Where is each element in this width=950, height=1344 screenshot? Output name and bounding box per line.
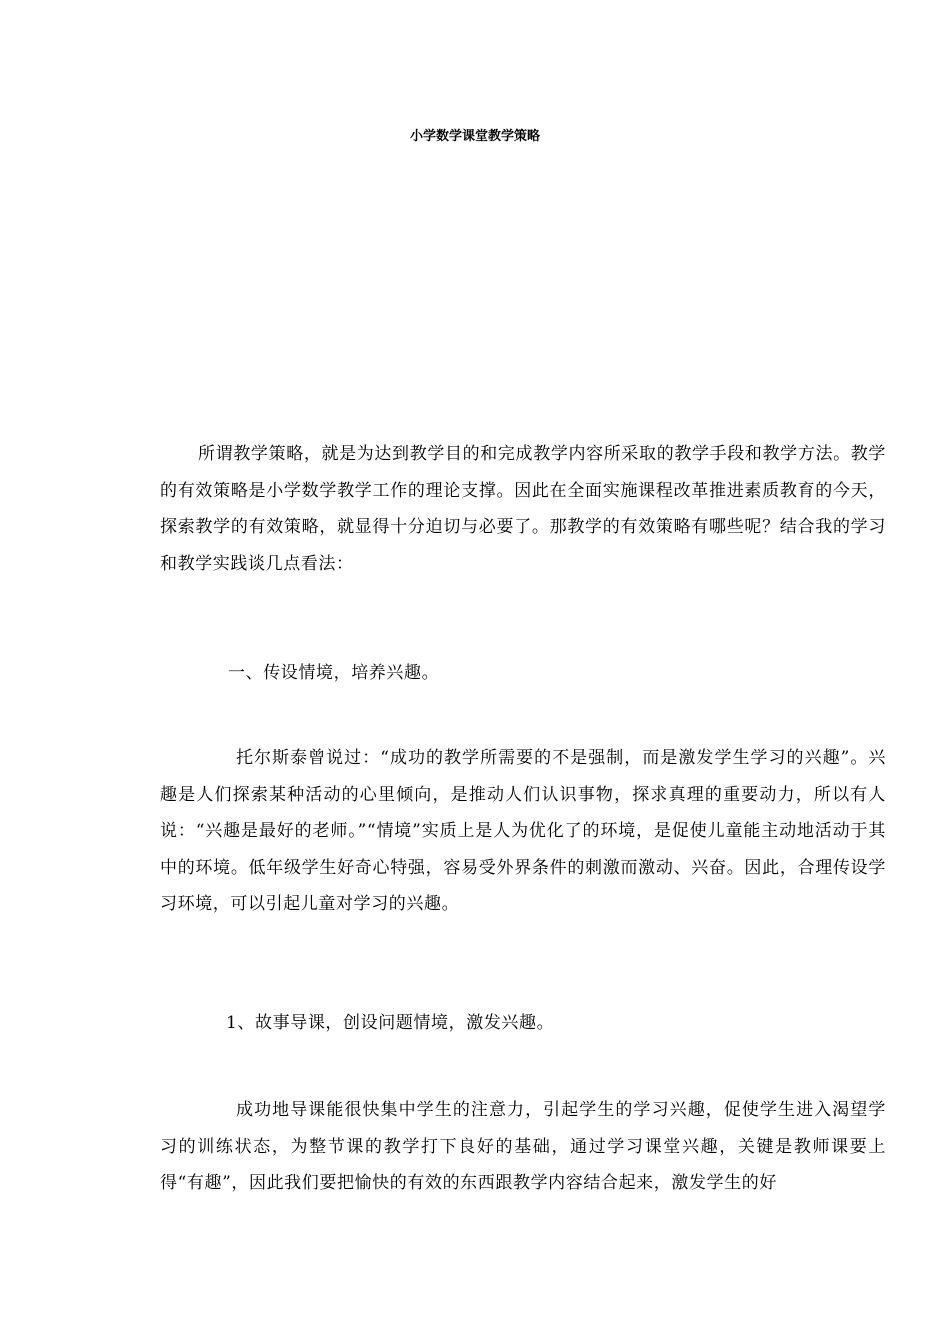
section-heading: 一、传设情境，培养兴趣。	[228, 663, 440, 683]
document-title: 小学数学课堂教学策略	[409, 129, 540, 144]
subsection-paragraph: 成功地导课能很快集中学生的注意力，引起学生的学习兴趣，促使学生进入渴望学习的训练状态，为整节课的教学打下良好的基础，通过学习课堂兴趣，关键是教师课要上得“有趣”，因此我们要把愉快的有效的东西跟教学内容结合起来，激发学生的好	[160, 1100, 886, 1193]
intro-paragraph: 所谓教学策略，就是为达到教学目的和完成教学内容所采取的教学手段和教学方法。教学的有效策略是小学数学教学工作的理论支撑。因此在全面实施课程改革推进素质教育的今天，探索教学的有效策略，就显得十分迫切与必要了。那教学的有效策略有哪些呢？结合我的学习和教学实践谈几点看法：	[160, 444, 886, 574]
subsection-heading: 1、故事导课，创设问题情境，激发兴趣。	[226, 1013, 555, 1033]
section-paragraph: 托尔斯泰曾说过：“成功的教学所需要的不是强制，而是激发学生学习的兴趣”。兴趣是人们探索某种活动的心里倾向，是推动人们认识事物，探求真理的重要动力，所以有人说：“兴趣是最好的老师。”“情境”实质上是人为优化了的环境，是促使儿童能主动地活动于其中的环境。低年级学生好奇心特强，容易受外界条件的刺激而激动、兴奋。因此，合理传设学习环境，可以引起儿童对学习的兴趣。	[160, 748, 886, 914]
